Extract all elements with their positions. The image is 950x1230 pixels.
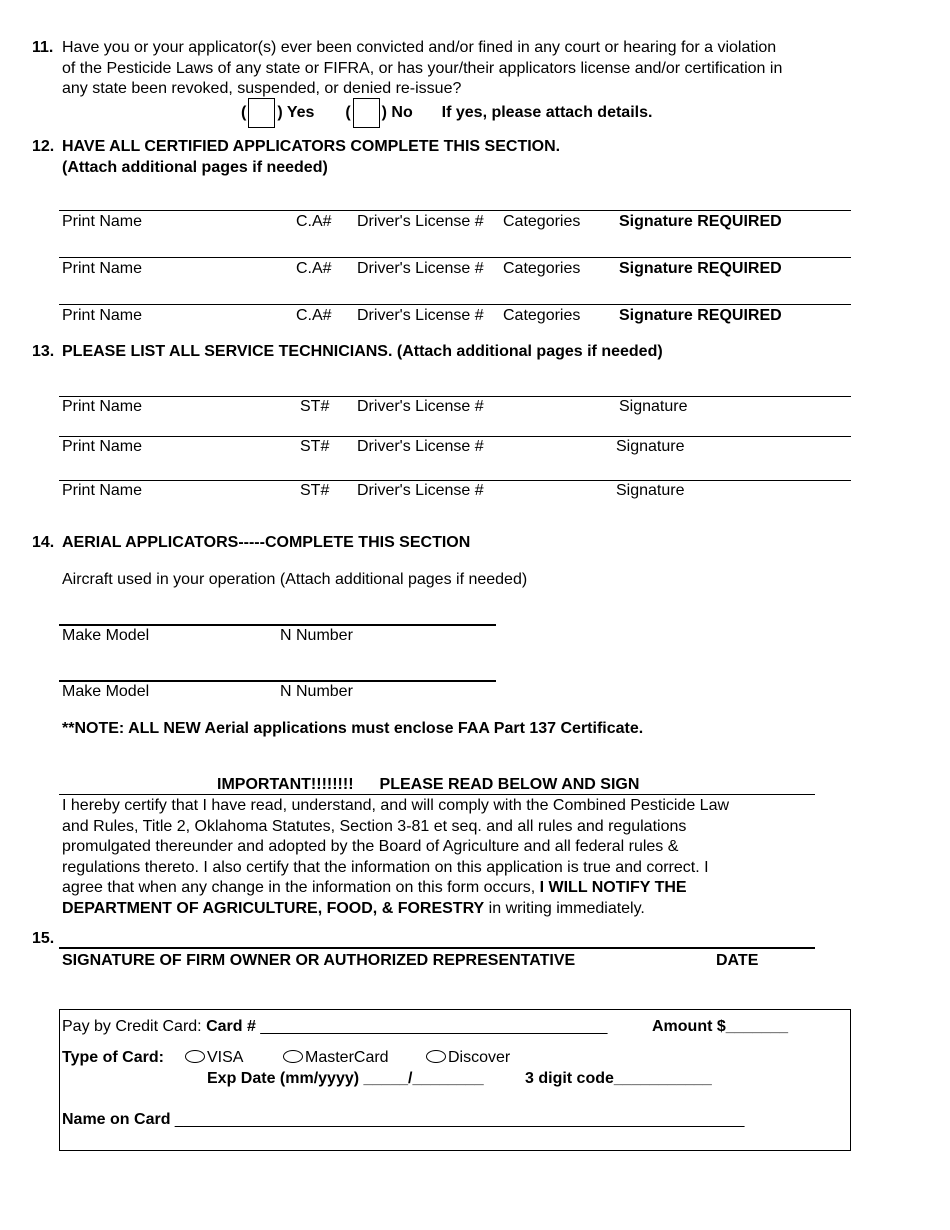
- q11-no-open: (: [345, 104, 351, 122]
- q11-yes-label: ) Yes: [277, 104, 315, 122]
- discover-option[interactable]: [426, 1048, 510, 1068]
- q13-number: 13.: [32, 343, 55, 360]
- certification-line-6-bold: DEPARTMENT OF AGRICULTURE, FOOD, & FORESTRY: [62, 899, 485, 917]
- q14-note: **NOTE: ALL NEW Aerial applications must enclose FAA Part 137 Certificate.: [62, 720, 644, 737]
- q12-row1-dl: Driver's License #: [357, 213, 484, 230]
- q14-row1-n-number: N Number: [280, 627, 353, 644]
- q13-row1-signature: Signature: [619, 398, 688, 415]
- certification-line-5-bold: I WILL NOTIFY THE: [539, 879, 687, 896]
- q13-title: PLEASE LIST ALL SERVICE TECHNICIANS. (Attach additional pages if needed): [62, 343, 663, 360]
- q12-row1-categories: Categories: [503, 213, 581, 230]
- q14-row2-n-number: N Number: [280, 683, 353, 700]
- mastercard-label: MasterCard: [305, 1049, 389, 1066]
- q11-answer-row: [241, 98, 652, 128]
- q15-signature-label: SIGNATURE OF FIRM OWNER OR AUTHORIZED REPRESENTATIVE: [62, 952, 576, 969]
- q11-no-label: ) No: [381, 104, 413, 122]
- pay-by-credit-card-label: Pay by Credit Card:: [62, 1018, 202, 1035]
- security-code-field[interactable]: 3 digit code___________: [525, 1070, 712, 1087]
- visa-label: VISA: [207, 1049, 244, 1066]
- q11-details-note: If yes, please attach details.: [441, 104, 653, 122]
- card-type-label: Type of Card:: [62, 1049, 164, 1066]
- q12-row2-ca: C.A#: [296, 260, 332, 277]
- certification-line-2: and Rules, Title 2, Oklahoma Statutes, Section 3-81 et seq. and all rules and regulations: [62, 817, 687, 835]
- q13-row2-st: ST#: [300, 438, 330, 455]
- name-on-card-label: Name on Card: [62, 1111, 171, 1128]
- name-on-card-field[interactable]: ________________________________________________________________: [174, 1111, 745, 1128]
- certification-line-3: promulgated thereunder and adopted by the Board of Agriculture and all federal rules &: [62, 838, 679, 855]
- q13-row1-print-name: Print Name: [62, 398, 143, 415]
- q12-row2-dl: Driver's License #: [357, 260, 484, 277]
- discover-radio-icon[interactable]: [426, 1050, 446, 1063]
- q11-line3: any state been revoked, suspended, or denied re-issue?: [62, 80, 462, 97]
- q12-row3-line[interactable]: [59, 304, 851, 305]
- q12-row2-signature: Signature REQUIRED: [619, 260, 782, 277]
- q13-row3-signature: Signature: [616, 482, 685, 499]
- mastercard-radio-icon[interactable]: [283, 1050, 303, 1063]
- visa-radio-icon[interactable]: [185, 1050, 205, 1063]
- q11-yes-checkbox[interactable]: [248, 98, 275, 128]
- certification-line-4: regulations thereto. I also certify that the information on this application is true and correct. I: [62, 858, 709, 876]
- q13-row3-st: ST#: [300, 482, 330, 499]
- q12-row3-print-name: Print Name: [62, 307, 143, 324]
- q13-row2-dl: Driver's License #: [357, 438, 484, 455]
- q13-row3-dl: Driver's License #: [357, 482, 484, 499]
- q12-row2-categories: Categories: [503, 260, 581, 277]
- q11-number: 11.: [32, 39, 54, 56]
- q11-line2: of the Pesticide Laws of any state or FIFRA, or has your/their applicators license and/or certification in: [62, 60, 783, 77]
- q12-row1-signature: Signature REQUIRED: [619, 213, 782, 230]
- q13-row2-print-name: Print Name: [62, 438, 143, 455]
- important-heading-2: PLEASE READ BELOW AND SIGN: [379, 776, 640, 793]
- q11-yes-open: (: [241, 104, 247, 122]
- certification-line-5-plain: agree that when any change in the information on this form occurs,: [62, 879, 536, 896]
- payment-card-row: [62, 1017, 607, 1037]
- mastercard-option[interactable]: [283, 1048, 389, 1068]
- q12-row1-ca: C.A#: [296, 213, 332, 230]
- q12-row2-line[interactable]: [59, 257, 851, 258]
- name-on-card-row: [62, 1110, 744, 1130]
- visa-option[interactable]: [185, 1048, 243, 1068]
- q14-title: AERIAL APPLICATORS-----COMPLETE THIS SECTION: [62, 534, 471, 551]
- discover-label: Discover: [448, 1049, 511, 1066]
- q13-row1-st: ST#: [300, 398, 330, 415]
- q12-row2-print-name: Print Name: [62, 260, 143, 277]
- q12-row1-print-name: Print Name: [62, 213, 143, 230]
- q14-intro: Aircraft used in your operation (Attach additional pages if needed): [62, 571, 528, 588]
- important-heading-1: IMPORTANT!!!!!!!!: [217, 776, 354, 793]
- q12-subtitle: (Attach additional pages if needed): [62, 159, 328, 176]
- certification-line-5: [62, 878, 794, 899]
- q12-row3-ca: C.A#: [296, 307, 332, 324]
- q12-row1-line[interactable]: [59, 210, 851, 211]
- important-divider: [59, 794, 815, 795]
- q12-title: HAVE ALL CERTIFIED APPLICATORS COMPLETE THIS SECTION.: [62, 138, 561, 155]
- q13-row1-dl: Driver's License #: [357, 398, 484, 415]
- q14-row2-make-model: Make Model: [62, 683, 150, 700]
- q11-no-checkbox[interactable]: [353, 98, 380, 128]
- important-heading: [217, 775, 639, 795]
- amount-field[interactable]: Amount $_______: [652, 1018, 789, 1035]
- q14-number: 14.: [32, 534, 55, 551]
- certification-line-1: I hereby certify that I have read, understand, and will comply with the Combined Pesticide Law: [62, 797, 730, 814]
- q15-number: 15.: [32, 930, 55, 947]
- certification-line-6: [62, 899, 794, 920]
- exp-date-field[interactable]: Exp Date (mm/yyyy) _____/________: [207, 1070, 484, 1087]
- card-number-field[interactable]: _______________________________________: [260, 1018, 608, 1035]
- q12-row3-signature: Signature REQUIRED: [619, 307, 782, 324]
- q15-date-label: DATE: [716, 952, 759, 969]
- q14-row1-make-model: Make Model: [62, 627, 150, 644]
- q11-line1: Have you or your applicator(s) ever been convicted and/or fined in any court or hearing for a violation: [62, 39, 777, 56]
- q12-row3-dl: Driver's License #: [357, 307, 484, 324]
- certification-line-6-plain: in writing immediately.: [488, 899, 645, 917]
- card-number-label: Card #: [206, 1018, 256, 1035]
- certification-paragraph: [62, 796, 794, 919]
- q15-signature-line[interactable]: [59, 947, 815, 949]
- q12-row3-categories: Categories: [503, 307, 581, 324]
- q13-row3-print-name: Print Name: [62, 482, 143, 499]
- q12-number: 12.: [32, 138, 55, 155]
- q13-row2-signature: Signature: [616, 438, 685, 455]
